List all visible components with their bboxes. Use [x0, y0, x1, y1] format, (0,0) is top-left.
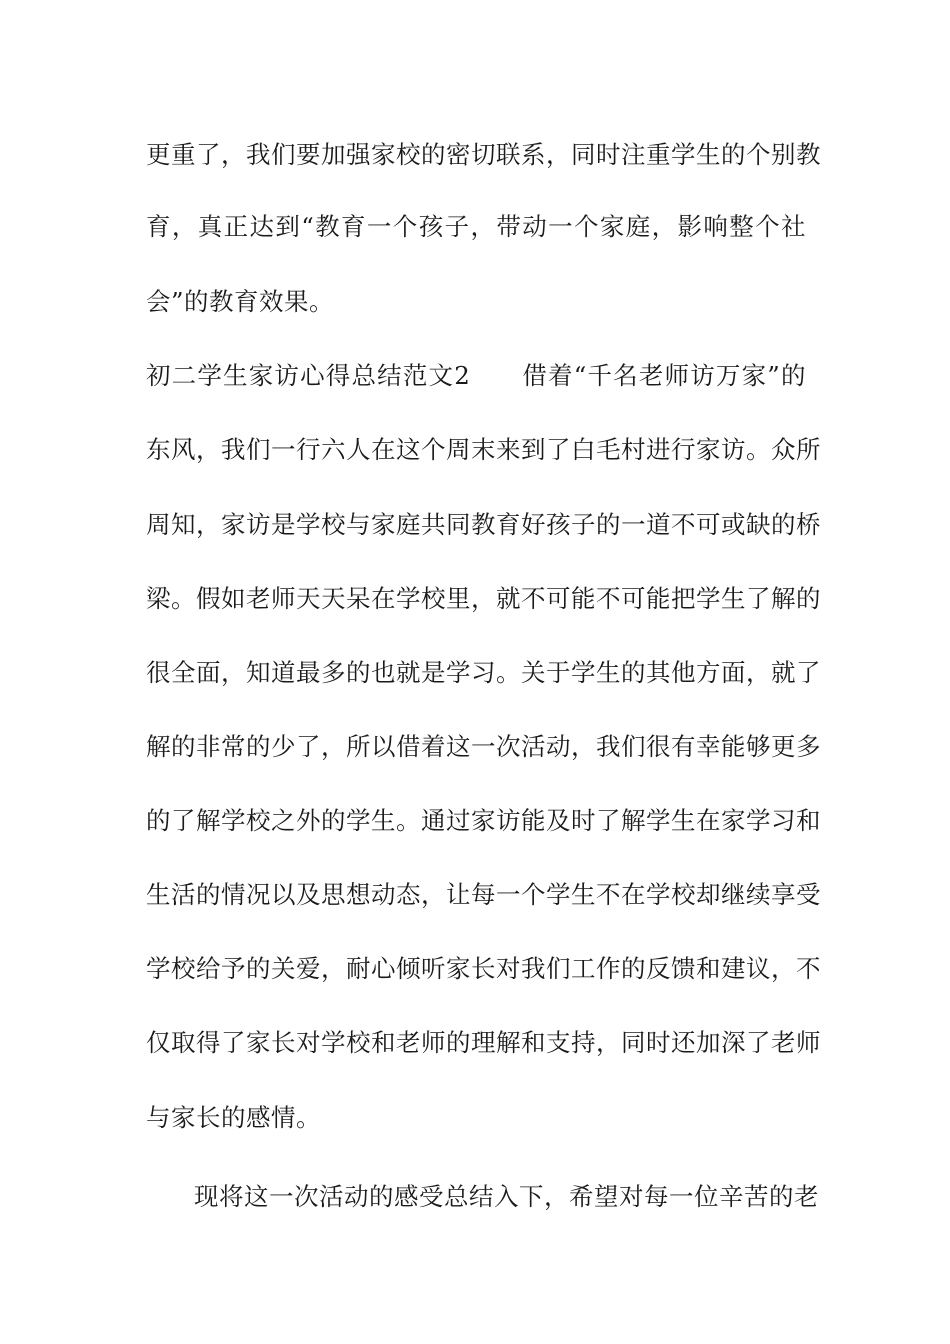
text-line-14: 与家长的感情。: [146, 1103, 321, 1132]
text-line-6: 周知，家访是学校与家庭共同教育好孩子的一道不可或缺的桥: [146, 510, 821, 539]
section-heading-line: 初二学生家访心得总结范文2 借着“千名老师访万家”的: [146, 361, 806, 390]
text-line-5: 东风，我们一行六人在这个周末来到了白毛村进行家访。众所: [146, 435, 821, 464]
paragraph-start-line: 现将这一次活动的感受总结入下，希望对每一位辛苦的老: [194, 1182, 819, 1211]
text-line-10: 的了解学校之外的学生。通过家访能及时了解学生在家学习和: [146, 806, 821, 835]
text-line-7: 梁。假如老师天天呆在学校里，就不可能不可能把学生了解的: [146, 584, 821, 613]
text-line-12: 学校给予的关爱，耐心倾听家长对我们工作的反馈和建议，不: [146, 954, 821, 983]
text-line-2: 育，真正达到“教育一个孩子，带动一个家庭，影响整个社: [146, 212, 806, 241]
text-line-13: 仅取得了家长对学校和老师的理解和支持，同时还加深了老师: [146, 1028, 821, 1057]
text-line-8: 很全面，知道最多的也就是学习。关于学生的其他方面，就了: [146, 658, 821, 687]
text-line-1: 更重了，我们要加强家校的密切联系，同时注重学生的个别教: [146, 140, 821, 169]
text-line-11: 生活的情况以及思想动态，让每一个学生不在学校却继续享受: [146, 880, 821, 909]
text-line-9: 解的非常的少了，所以借着这一次活动，我们很有幸能够更多: [146, 732, 821, 761]
text-line-3: 会”的教育效果。: [146, 287, 335, 316]
